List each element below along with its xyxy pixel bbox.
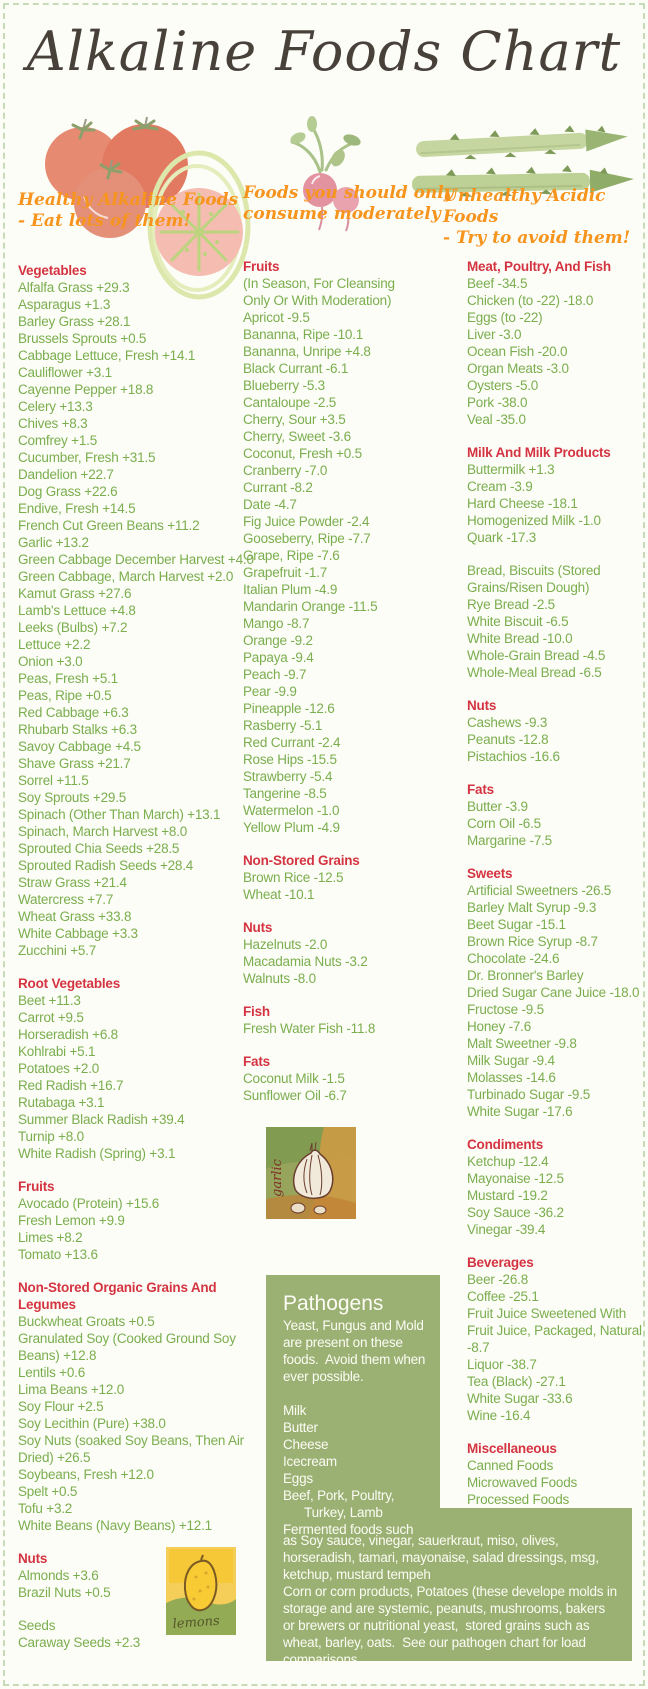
food-item: Fructose -9.5 (467, 1002, 544, 1017)
food-item: Only Or With Moderation) (243, 293, 392, 308)
food-item: Blueberry -5.3 (243, 378, 325, 393)
food-item: Mandarin Orange -11.5 (243, 599, 378, 614)
food-item: Barley Malt Syrup -9.3 (467, 900, 597, 915)
section-title: Meat, Poultry, And Fish (467, 259, 611, 274)
food-item: Soy Flour +2.5 (18, 1399, 104, 1414)
lemons-illustration (166, 1547, 236, 1635)
food-item: Cucumber, Fresh +31.5 (18, 450, 156, 465)
food-item: Caraway Seeds +2.3 (18, 1635, 141, 1650)
pathogens-list-item: Cheese (283, 1437, 329, 1452)
food-item: Potatoes +2.0 (18, 1061, 100, 1076)
food-item: Brown Rice -12.5 (243, 870, 344, 885)
food-item: Green Cabbage December Harvest +4.0 (18, 552, 254, 567)
food-item: Veal -35.0 (467, 412, 526, 427)
food-item: Dog Grass +22.6 (18, 484, 118, 499)
food-item: Green Cabbage, March Harvest +2.0 (18, 569, 234, 584)
food-item: Apricot -9.5 (243, 310, 310, 325)
food-item: Tomato +13.6 (18, 1247, 98, 1262)
column-header-moderate (243, 183, 454, 225)
food-item: Ocean Fish -20.0 (467, 344, 568, 359)
food-item: Dried Sugar Cane Juice -18.0 (467, 985, 640, 1000)
food-item: Orange -9.2 (243, 633, 313, 648)
food-item: Currant -8.2 (243, 480, 313, 495)
food-item: Zucchini +5.7 (18, 943, 97, 958)
food-item: Rhubarb Stalks +6.3 (18, 722, 137, 737)
section-title: Sweets (467, 866, 513, 881)
column-header-line: Healthy Alkaline Foods (18, 190, 239, 210)
food-item: Turnip +8.0 (18, 1129, 84, 1144)
food-item: Summer Black Radish +39.4 (18, 1112, 185, 1127)
food-item: Mustard -19.2 (467, 1188, 548, 1203)
food-item: Limes +8.2 (18, 1230, 83, 1245)
food-item: Bananna, Unripe +4.8 (243, 344, 371, 359)
food-item: Beet +11.3 (18, 993, 81, 1008)
food-item: Canned Foods (467, 1458, 554, 1473)
food-item: Rasberry -5.1 (243, 718, 323, 733)
food-item: Fresh Water Fish -11.8 (243, 1021, 376, 1036)
food-item: Grape, Ripe -7.6 (243, 548, 340, 563)
food-item: Soy Lecithin (Pure) +38.0 (18, 1416, 166, 1431)
food-item: Rose Hips -15.5 (243, 752, 337, 767)
food-item: White Biscuit -6.5 (467, 614, 569, 629)
column-healthy-list (18, 262, 254, 1651)
food-item: White Bread -10.0 (467, 631, 573, 646)
food-item: Liver -3.0 (467, 327, 522, 342)
food-item: Sprouted Chia Seeds +28.5 (18, 841, 180, 856)
section-title: Fruits (18, 1179, 55, 1194)
food-item: Eggs (to -22) (467, 310, 543, 325)
food-item: Soy Sprouts +29.5 (18, 790, 127, 805)
food-section (467, 1440, 643, 1508)
food-item: Buttermilk +1.3 (467, 462, 555, 477)
food-item: Kamut Grass +27.6 (18, 586, 132, 601)
food-item: Alfalfa Grass +29.3 (18, 280, 130, 295)
column-header-line: Foods you should only (243, 183, 454, 203)
food-item: White Beans (Navy Beans) +12.1 (18, 1518, 212, 1533)
food-item: Brazil Nuts +0.5 (18, 1585, 111, 1600)
food-item: Hazelnuts -2.0 (243, 937, 328, 952)
food-item: Oysters -5.0 (467, 378, 539, 393)
section-title: Condiments (467, 1137, 544, 1152)
food-item: Cherry, Sweet -3.6 (243, 429, 351, 444)
food-item: Walnuts -8.0 (243, 971, 316, 986)
column-header-acidic (443, 186, 648, 249)
section-title: Nuts (467, 698, 497, 713)
food-item: Cashews -9.3 (467, 715, 548, 730)
food-item: Wine -16.4 (467, 1408, 531, 1423)
food-item: Yellow Plum -4.9 (243, 820, 340, 835)
food-item: Corn Oil -6.5 (467, 816, 541, 831)
food-item: Soybeans, Fresh +12.0 (18, 1467, 154, 1482)
food-item: Peas, Fresh +5.1 (18, 671, 118, 686)
food-item: Garlic +13.2 (18, 535, 89, 550)
food-item: Mango -8.7 (243, 616, 310, 631)
food-item: Cherry, Sour +3.5 (243, 412, 346, 427)
food-item: Fruit Juice, Packaged, Natural (467, 1323, 642, 1338)
food-item: Lima Beans +12.0 (18, 1382, 124, 1397)
food-section (18, 1178, 242, 1263)
food-item: Coffee -25.1 (467, 1289, 539, 1304)
food-item: Gooseberry, Ripe -7.7 (243, 531, 371, 546)
food-item: Honey -7.6 (467, 1019, 532, 1034)
food-item: Celery +13.3 (18, 399, 93, 414)
food-item: Dried) +26.5 (18, 1450, 91, 1465)
food-item: Brussels Sprouts +0.5 (18, 331, 147, 346)
food-item: Butter -3.9 (467, 799, 528, 814)
food-item: (In Season, For Cleansing (243, 276, 395, 291)
pathogens-note: Yeast, Fungus and Mold are present on these foods. Avoid them when ever possible. (283, 1318, 429, 1384)
food-item: Vinegar -39.4 (467, 1222, 546, 1237)
food-item: Red Cabbage +6.3 (18, 705, 129, 720)
food-section (243, 919, 443, 987)
food-item: Bananna, Ripe -10.1 (243, 327, 364, 342)
food-item: Mayonaise -12.5 (467, 1171, 564, 1186)
food-item: Kohlrabi +5.1 (18, 1044, 96, 1059)
food-item: Cream -3.9 (467, 479, 533, 494)
food-item: Pineapple -12.6 (243, 701, 335, 716)
food-item: Lentils +0.6 (18, 1365, 86, 1380)
garlic-label: garlic (270, 1159, 285, 1197)
pathogens-title: Pathogens (283, 1292, 384, 1315)
food-section (243, 258, 443, 836)
food-item: Dr. Bronner's Barley (467, 968, 584, 983)
food-item: Granulated Soy (Cooked Ground Soy (18, 1331, 236, 1346)
food-item: White Radish (Spring) +3.1 (18, 1146, 176, 1161)
pathogens-list-item: Milk (283, 1403, 307, 1418)
food-item: Straw Grass +21.4 (18, 875, 127, 890)
food-item: Cantaloupe -2.5 (243, 395, 337, 410)
food-item: Turbinado Sugar -9.5 (467, 1087, 591, 1102)
food-item: Papaya -9.4 (243, 650, 314, 665)
food-item: Coconut, Fresh +0.5 (243, 446, 362, 461)
food-item: Cayenne Pepper +18.8 (18, 382, 154, 397)
section-title: Vegetables (18, 263, 87, 278)
pathogens-list-item: Beef, Pork, Poultry, (283, 1488, 395, 1503)
food-section (467, 1254, 643, 1424)
food-item: Carrot +9.5 (18, 1010, 84, 1025)
food-item: Comfrey +1.5 (18, 433, 98, 448)
food-item: Buckwheat Groats +0.5 (18, 1314, 155, 1329)
food-section (467, 697, 643, 765)
section-title: Fish (243, 1004, 270, 1019)
food-item: Almonds +3.6 (18, 1568, 99, 1583)
food-item: Italian Plum -4.9 (243, 582, 338, 597)
food-item: Sprouted Radish Seeds +28.4 (18, 858, 194, 873)
food-section (18, 975, 242, 1162)
food-item: Lamb's Lettuce +4.8 (18, 603, 136, 618)
food-item: Watermelon -1.0 (243, 803, 340, 818)
pathogens-continued-text: as Soy sauce, vinegar, sauerkraut, miso, olives, horseradish, tamari, mayonaise, salad dressings, msg, ketchup, mustard tempeh (283, 1533, 603, 1582)
column-header-healthy (18, 190, 238, 232)
pathogens-list-item: Fermented foods such (283, 1522, 414, 1537)
column-moderate-list (243, 258, 443, 1104)
food-item: Beet Sugar -15.1 (467, 917, 566, 932)
section-title: Fats (243, 1054, 270, 1069)
pathogens-list-item: Turkey, Lamb (283, 1505, 383, 1520)
food-item: Onion +3.0 (18, 654, 83, 669)
food-item: Fig Juice Powder -2.4 (243, 514, 370, 529)
food-item: Whole-Meal Bread -6.5 (467, 665, 602, 680)
food-item: Spinach, March Harvest +8.0 (18, 824, 188, 839)
food-section (18, 262, 254, 959)
food-item: Ketchup -12.4 (467, 1154, 549, 1169)
food-item: White Sugar -17.6 (467, 1104, 573, 1119)
food-item: Savoy Cabbage +4.5 (18, 739, 141, 754)
food-item: Grapefruit -1.7 (243, 565, 328, 580)
pathogens-list (283, 1402, 432, 1538)
food-item: White Sugar -33.6 (467, 1391, 573, 1406)
food-item: Coconut Milk -1.5 (243, 1071, 345, 1086)
food-item: Tea (Black) -27.1 (467, 1374, 566, 1389)
food-item: Sorrel +11.5 (18, 773, 89, 788)
food-item: Fresh Lemon +9.9 (18, 1213, 125, 1228)
food-item: Rye Bread -2.5 (467, 597, 555, 612)
column-header-line: consume moderately (243, 204, 441, 224)
food-item: Chives +8.3 (18, 416, 88, 431)
food-item: Artificial Sweetners -26.5 (467, 883, 612, 898)
page-title: Alkaline Foods Chart (26, 20, 622, 83)
food-item: Pear -9.9 (243, 684, 297, 699)
food-item: Cauliflower +3.1 (18, 365, 112, 380)
food-item: Malt Sweetner -9.8 (467, 1036, 577, 1051)
food-item: Peach -9.7 (243, 667, 307, 682)
food-item: Cranberry -7.0 (243, 463, 328, 478)
food-item: Date -4.7 (243, 497, 297, 512)
food-item: Peas, Ripe +0.5 (18, 688, 112, 703)
food-item: Tangerine -8.5 (243, 786, 327, 801)
food-item: Milk Sugar -9.4 (467, 1053, 555, 1068)
section-title: Non-Stored Organic Grains And Legumes (18, 1280, 217, 1312)
food-item: Endive, Fresh +14.5 (18, 501, 136, 516)
food-section (18, 1279, 242, 1534)
food-item: Tofu +3.2 (18, 1501, 73, 1516)
food-item: Microwaved Foods (467, 1475, 578, 1490)
food-item: Beef -34.5 (467, 276, 528, 291)
food-item: Wheat -10.1 (243, 887, 315, 902)
food-item: Asparagus +1.3 (18, 297, 111, 312)
section-title: Nuts (18, 1551, 48, 1566)
food-item: Strawberry -5.4 (243, 769, 333, 784)
food-item: Red Radish +16.7 (18, 1078, 124, 1093)
column-header-line: - Try to avoid them! (443, 228, 631, 248)
food-item: Margarine -7.5 (467, 833, 552, 848)
food-section (467, 258, 643, 428)
food-item: Molasses -14.6 (467, 1070, 556, 1085)
food-section (467, 1136, 643, 1238)
food-section (467, 562, 643, 681)
food-item: Organ Meats -3.0 (467, 361, 569, 376)
food-item: Brown Rice Syrup -8.7 (467, 934, 598, 949)
pathogens-list-item: Eggs (283, 1471, 313, 1486)
food-item: Shave Grass +21.7 (18, 756, 131, 771)
food-item: Beer -26.8 (467, 1272, 529, 1287)
section-title: Milk And Milk Products (467, 445, 611, 460)
food-item: Cabbage Lettuce, Fresh +14.1 (18, 348, 196, 363)
food-item: Whole-Grain Bread -4.5 (467, 648, 606, 663)
food-item: Soy Nuts (soaked Soy Beans, Then Air (18, 1433, 244, 1448)
food-item: Processed Foods (467, 1492, 570, 1507)
column-header-line: - Eat lots of them! (18, 211, 191, 231)
section-title: Bread, Biscuits (Stored Grains/Risen Dough) (467, 563, 601, 595)
food-item: Leeks (Bulbs) +7.2 (18, 620, 128, 635)
column-header-line: Unhealthy Acidic Foods (443, 186, 606, 227)
food-item: Spinach (Other Than March) +13.1 (18, 807, 221, 822)
food-item: Pork -38.0 (467, 395, 528, 410)
food-item: Lettuce +2.2 (18, 637, 91, 652)
food-item: Rutabaga +3.1 (18, 1095, 105, 1110)
section-title: Miscellaneous (467, 1441, 557, 1456)
section-title: Fats (467, 782, 494, 797)
food-item: Hard Cheese -18.1 (467, 496, 578, 511)
section-title: Fruits (243, 259, 280, 274)
food-item: Fruit Juice Sweetened With (467, 1306, 627, 1321)
pathogens-list-item: Icecream (283, 1454, 337, 1469)
food-item: Liquor -38.7 (467, 1357, 537, 1372)
food-item: Homogenized Milk -1.0 (467, 513, 601, 528)
section-title: Beverages (467, 1255, 534, 1270)
section-title: Root Vegetables (18, 976, 121, 991)
column-acidic-list (467, 258, 643, 1508)
food-item: Pistachios -16.6 (467, 749, 560, 764)
food-item: Chicken (to -22) -18.0 (467, 293, 594, 308)
lemons-label: lemons (172, 1613, 221, 1632)
food-item: French Cut Green Beans +11.2 (18, 518, 200, 533)
garlic-illustration (266, 1127, 356, 1219)
food-section (243, 852, 443, 903)
food-section (243, 1053, 443, 1104)
food-item: Red Currant -2.4 (243, 735, 341, 750)
food-section (243, 1003, 443, 1037)
food-item: Peanuts -12.8 (467, 732, 549, 747)
pathogens-list-item: Butter (283, 1420, 318, 1435)
food-item: Wheat Grass +33.8 (18, 909, 132, 924)
food-item: -8.7 (467, 1340, 490, 1355)
section-title: Non-Stored Grains (243, 853, 360, 868)
food-item: Avocado (Protein) +15.6 (18, 1196, 160, 1211)
food-item: Macadamia Nuts -3.2 (243, 954, 368, 969)
food-item: Black Currant -6.1 (243, 361, 349, 376)
food-section (467, 865, 643, 1120)
section-title: Seeds (18, 1618, 56, 1633)
food-item: Sunflower Oil -6.7 (243, 1088, 347, 1103)
food-section (467, 781, 643, 849)
food-item: Chocolate -24.6 (467, 951, 560, 966)
food-item: Dandelion +22.7 (18, 467, 114, 482)
section-title: Nuts (243, 920, 273, 935)
pathogens-box (266, 1275, 440, 1537)
food-item: Beans) +12.8 (18, 1348, 97, 1363)
food-item: Soy Sauce -36.2 (467, 1205, 564, 1220)
food-item: Horseradish +6.8 (18, 1027, 118, 1042)
pathogens-continued-text: Corn or corn products, Potatoes (these develope molds in storage and are systemic, peanuts, mushrooms, bakers or brewers or nutritional yeast, stored grains such as wheat, barley, oats. See our pathogen chart for load comparisons. (283, 1584, 621, 1667)
food-section (467, 444, 643, 546)
food-item: Barley Grass +28.1 (18, 314, 131, 329)
food-item: White Cabbage +3.3 (18, 926, 138, 941)
food-item: Watercress +7.7 (18, 892, 114, 907)
food-item: Spelt +0.5 (18, 1484, 78, 1499)
food-item: Quark -17.3 (467, 530, 537, 545)
